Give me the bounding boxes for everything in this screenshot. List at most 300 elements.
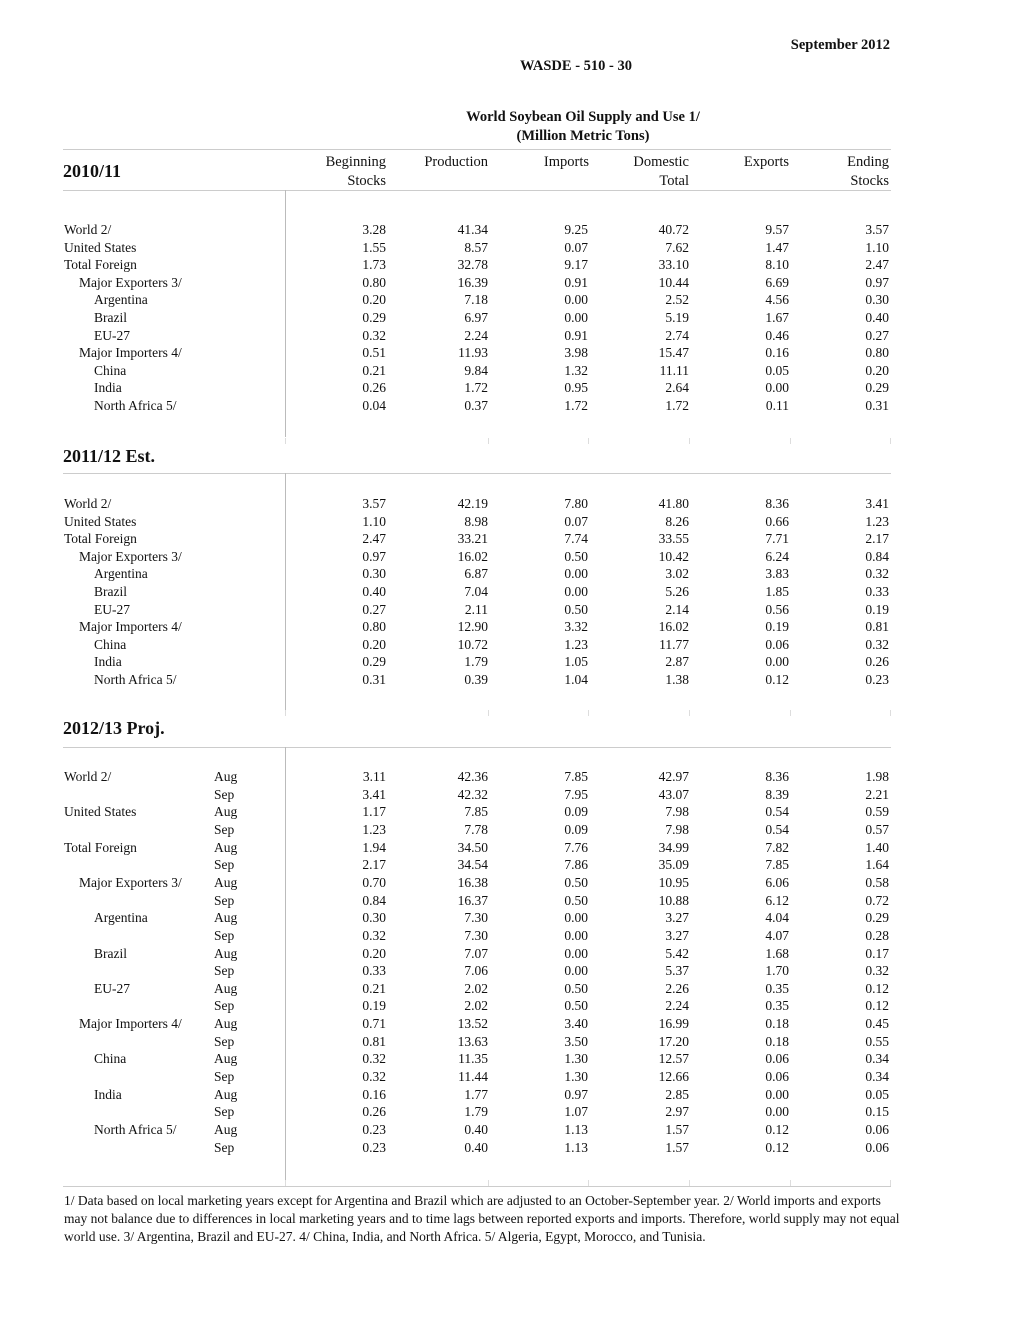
cell-value: 0.50 xyxy=(564,548,588,564)
cell-value: 1.32 xyxy=(564,362,588,378)
table-row xyxy=(0,962,1024,980)
cell-value: 0.00 xyxy=(564,566,588,582)
cell-value: 6.24 xyxy=(765,548,789,564)
cell-value: 0.80 xyxy=(362,619,386,635)
cell-value: 0.32 xyxy=(362,1051,386,1067)
cell-value: 3.40 xyxy=(564,1016,588,1032)
column-tick xyxy=(285,438,286,444)
row-label: India xyxy=(94,1086,122,1102)
column-tick xyxy=(890,710,891,716)
row-label: World 2/ xyxy=(64,769,112,784)
table-row xyxy=(0,671,1024,689)
cell-value: 1.05 xyxy=(564,654,588,670)
cell-value: 0.40 xyxy=(362,584,386,599)
cell-value: 0.06 xyxy=(765,1069,789,1085)
cell-value: 1.77 xyxy=(464,1086,488,1102)
cell-value: 0.20 xyxy=(362,636,386,652)
cell-value: 7.74 xyxy=(564,531,588,547)
cell-value: 1.17 xyxy=(362,804,386,820)
cell-value: 0.16 xyxy=(765,345,789,361)
cell-value: 0.80 xyxy=(865,345,889,361)
column-tick xyxy=(488,438,489,444)
row-label: World 2/ xyxy=(64,496,112,511)
cell-value: 7.86 xyxy=(564,857,588,873)
cell-value: 11.44 xyxy=(458,1069,488,1085)
cell-value: 0.32 xyxy=(865,566,889,582)
cell-value: 10.95 xyxy=(658,874,689,890)
cell-value: 0.20 xyxy=(362,945,386,961)
column-tick xyxy=(890,438,891,444)
column-header xyxy=(679,153,789,191)
cell-value: 0.00 xyxy=(564,584,588,599)
cell-value: 9.84 xyxy=(464,362,488,378)
cell-value: 0.00 xyxy=(765,1086,789,1102)
table-row xyxy=(0,309,1024,327)
cell-value: 0.00 xyxy=(765,654,789,670)
table-row xyxy=(0,583,1024,601)
table-row xyxy=(0,856,1024,874)
column-header-line2 xyxy=(479,172,589,191)
column-tick xyxy=(285,710,286,716)
row-month: Aug xyxy=(214,804,238,820)
cell-value: 0.12 xyxy=(865,998,889,1014)
table-row xyxy=(0,1050,1024,1068)
cell-value: 0.39 xyxy=(464,672,488,687)
row-label: India xyxy=(94,654,122,670)
cell-value: 1.55 xyxy=(362,239,386,255)
cell-value: 0.50 xyxy=(564,892,588,908)
cell-value: 7.06 xyxy=(464,963,488,979)
table-row xyxy=(0,945,1024,963)
cell-value: 0.23 xyxy=(865,672,889,687)
cell-value: 0.33 xyxy=(362,963,386,979)
cell-value: 3.28 xyxy=(362,222,386,237)
table-row xyxy=(0,803,1024,821)
cell-value: 0.66 xyxy=(765,513,789,529)
cell-value: 5.26 xyxy=(665,584,689,599)
row-month: Sep xyxy=(214,1139,235,1155)
table-row xyxy=(0,291,1024,309)
table-row xyxy=(0,636,1024,654)
column-header-line1: Production xyxy=(424,154,488,170)
row-label: Major Exporters 3/ xyxy=(79,548,182,564)
cell-value: 0.00 xyxy=(564,910,588,926)
cell-value: 1.85 xyxy=(765,584,789,599)
cell-value: 4.07 xyxy=(765,927,789,943)
row-label: EU-27 xyxy=(94,327,130,343)
cell-value: 5.19 xyxy=(665,310,689,325)
cell-value: 0.00 xyxy=(564,927,588,943)
cell-value: 41.80 xyxy=(658,496,689,511)
cell-value: 0.00 xyxy=(765,1104,789,1120)
cell-value: 12.57 xyxy=(658,1051,689,1067)
row-month: Aug xyxy=(214,980,238,996)
column-header-line1: Exports xyxy=(743,154,789,170)
cell-value: 3.11 xyxy=(362,769,386,784)
cell-value: 13.52 xyxy=(457,1016,488,1032)
cell-value: 17.20 xyxy=(658,1033,689,1049)
cell-value: 16.02 xyxy=(658,619,689,635)
column-header xyxy=(276,153,386,191)
cell-value: 0.09 xyxy=(564,804,588,820)
cell-value: 6.12 xyxy=(765,892,789,908)
cell-value: 8.36 xyxy=(765,769,789,784)
cell-value: 1.10 xyxy=(362,513,386,529)
cell-value: 1.10 xyxy=(865,239,889,255)
cell-value: 42.97 xyxy=(658,769,689,784)
row-month: Aug xyxy=(214,910,238,926)
cell-value: 7.71 xyxy=(765,531,789,547)
cell-value: 0.23 xyxy=(362,1122,386,1137)
cell-value: 8.98 xyxy=(464,513,488,529)
cell-value: 34.50 xyxy=(457,839,488,855)
table-title-line1: World Soybean Oil Supply and Use 1/ xyxy=(466,109,700,125)
row-label: EU-27 xyxy=(94,601,130,617)
cell-value: 16.37 xyxy=(457,892,488,908)
column-header-line2 xyxy=(679,172,789,191)
column-header xyxy=(779,153,889,191)
cell-value: 3.83 xyxy=(765,566,789,582)
cell-value: 12.90 xyxy=(457,619,488,635)
cell-value: 0.27 xyxy=(865,327,889,343)
cell-value: 0.40 xyxy=(865,310,889,325)
row-label: China xyxy=(94,362,127,378)
row-month: Aug xyxy=(214,769,238,784)
cell-value: 7.30 xyxy=(464,927,488,943)
row-label: Argentina xyxy=(94,910,148,926)
cell-value: 0.00 xyxy=(564,292,588,308)
column-tick xyxy=(790,710,791,716)
cell-value: 7.85 xyxy=(765,857,789,873)
cell-value: 2.85 xyxy=(665,1086,689,1102)
cell-value: 0.09 xyxy=(564,821,588,837)
table-row xyxy=(0,221,1024,239)
cell-value: 1.79 xyxy=(464,654,488,670)
cell-value: 0.21 xyxy=(362,980,386,996)
cell-value: 0.80 xyxy=(362,274,386,290)
table-row xyxy=(0,327,1024,345)
cell-value: 0.21 xyxy=(362,362,386,378)
cell-value: 0.26 xyxy=(865,654,889,670)
row-label: EU-27 xyxy=(94,980,130,996)
cell-value: 0.04 xyxy=(362,398,386,413)
cell-value: 1.23 xyxy=(865,513,889,529)
cell-value: 1.30 xyxy=(564,1069,588,1085)
table-row xyxy=(0,1068,1024,1086)
cell-value: 7.95 xyxy=(564,786,588,802)
cell-value: 0.50 xyxy=(564,874,588,890)
table-row xyxy=(0,1103,1024,1121)
cell-value: 35.09 xyxy=(658,857,689,873)
cell-value: 16.02 xyxy=(457,548,488,564)
row-month: Sep xyxy=(214,892,235,908)
cell-value: 1.40 xyxy=(865,839,889,855)
cell-value: 7.80 xyxy=(564,496,588,511)
column-header-line1: Beginning xyxy=(325,154,386,170)
cell-value: 0.31 xyxy=(362,672,386,687)
cell-value: 1.98 xyxy=(865,769,889,784)
cell-value: 0.29 xyxy=(865,910,889,926)
cell-value: 4.56 xyxy=(765,292,789,308)
cell-value: 2.97 xyxy=(665,1104,689,1120)
column-header-line1: Domestic xyxy=(633,154,689,170)
cell-value: 6.06 xyxy=(765,874,789,890)
row-label: North Africa 5/ xyxy=(94,1122,177,1137)
row-label: Argentina xyxy=(94,566,148,582)
cell-value: 8.39 xyxy=(765,786,789,802)
cell-value: 6.97 xyxy=(464,310,488,325)
cell-value: 1.79 xyxy=(464,1104,488,1120)
cell-value: 2.47 xyxy=(865,257,889,273)
cell-value: 0.28 xyxy=(865,927,889,943)
cell-value: 0.84 xyxy=(865,548,889,564)
cell-value: 0.29 xyxy=(865,380,889,396)
cell-value: 10.44 xyxy=(658,274,689,290)
table-row xyxy=(0,379,1024,397)
cell-value: 3.27 xyxy=(665,910,689,926)
row-month: Sep xyxy=(214,786,235,802)
cell-value: 0.12 xyxy=(765,1139,789,1155)
table-row xyxy=(0,601,1024,619)
cell-value: 7.30 xyxy=(464,910,488,926)
cell-value: 0.19 xyxy=(362,998,386,1014)
row-label: Brazil xyxy=(94,310,127,325)
row-month: Aug xyxy=(214,1051,238,1067)
section-title: 2010/11 xyxy=(63,161,122,181)
cell-value: 0.15 xyxy=(865,1104,889,1120)
cell-value: 1.57 xyxy=(665,1139,689,1155)
cell-value: 0.55 xyxy=(865,1033,889,1049)
cell-value: 6.69 xyxy=(765,274,789,290)
cell-value: 0.05 xyxy=(865,1086,889,1102)
cell-value: 1.07 xyxy=(564,1104,588,1120)
column-tick xyxy=(488,710,489,716)
cell-value: 11.35 xyxy=(458,1051,488,1067)
row-label: United States xyxy=(64,239,137,255)
cell-value: 8.26 xyxy=(665,513,689,529)
table-row xyxy=(0,997,1024,1015)
cell-value: 15.47 xyxy=(658,345,689,361)
column-tick xyxy=(588,438,589,444)
cell-value: 3.50 xyxy=(564,1033,588,1049)
cell-value: 0.97 xyxy=(564,1086,588,1102)
row-month: Sep xyxy=(214,1069,235,1085)
cell-value: 1.23 xyxy=(564,636,588,652)
cell-value: 0.29 xyxy=(362,654,386,670)
table-row xyxy=(0,274,1024,292)
cell-value: 0.32 xyxy=(865,963,889,979)
cell-value: 0.26 xyxy=(362,380,386,396)
cell-value: 10.72 xyxy=(457,636,488,652)
cell-value: 8.10 xyxy=(765,257,789,273)
row-month: Aug xyxy=(214,1086,238,1102)
cell-value: 7.82 xyxy=(765,839,789,855)
table-row xyxy=(0,980,1024,998)
cell-value: 0.26 xyxy=(362,1104,386,1120)
cell-value: 34.54 xyxy=(457,857,488,873)
cell-value: 0.29 xyxy=(362,310,386,325)
column-tick xyxy=(588,710,589,716)
row-month: Sep xyxy=(214,857,235,873)
section-title: 2011/12 Est. xyxy=(63,446,156,466)
cell-value: 6.87 xyxy=(464,566,488,582)
cell-value: 0.23 xyxy=(362,1139,386,1155)
cell-value: 42.36 xyxy=(457,769,488,784)
cell-value: 0.91 xyxy=(564,274,588,290)
cell-value: 16.99 xyxy=(658,1016,689,1032)
row-month: Sep xyxy=(214,821,235,837)
cell-value: 0.32 xyxy=(362,927,386,943)
cell-value: 0.81 xyxy=(865,619,889,635)
cell-value: 33.10 xyxy=(658,257,689,273)
cell-value: 2.02 xyxy=(464,998,488,1014)
cell-value: 0.32 xyxy=(362,1069,386,1085)
table-row xyxy=(0,1086,1024,1104)
cell-value: 2.14 xyxy=(665,601,689,617)
cell-value: 0.54 xyxy=(765,821,789,837)
cell-value: 10.88 xyxy=(658,892,689,908)
cell-value: 0.54 xyxy=(765,804,789,820)
cell-value: 1.13 xyxy=(564,1139,588,1155)
cell-value: 0.91 xyxy=(564,327,588,343)
cell-value: 1.64 xyxy=(865,857,889,873)
row-label: United States xyxy=(64,804,137,820)
cell-value: 0.06 xyxy=(765,636,789,652)
cell-value: 7.98 xyxy=(665,804,689,820)
cell-value: 8.36 xyxy=(765,496,789,511)
cell-value: 0.19 xyxy=(765,619,789,635)
cell-value: 7.85 xyxy=(564,769,588,784)
cell-value: 0.97 xyxy=(865,274,889,290)
row-month: Sep xyxy=(214,1104,235,1120)
column-header xyxy=(579,153,689,191)
cell-value: 0.17 xyxy=(865,945,889,961)
cell-value: 0.58 xyxy=(865,874,889,890)
cell-value: 1.23 xyxy=(362,821,386,837)
report-date: September 2012 xyxy=(790,37,890,53)
cell-value: 0.06 xyxy=(865,1122,889,1137)
cell-value: 4.04 xyxy=(765,910,789,926)
row-label: Total Foreign xyxy=(64,531,137,547)
cell-value: 12.66 xyxy=(658,1069,689,1085)
cell-value: 2.52 xyxy=(665,292,689,308)
row-label: Total Foreign xyxy=(64,257,137,273)
column-tick-row xyxy=(285,438,891,444)
row-month: Sep xyxy=(214,1033,235,1049)
cell-value: 0.50 xyxy=(564,998,588,1014)
cell-value: 0.40 xyxy=(464,1122,488,1137)
column-header-line1: Imports xyxy=(543,154,589,170)
cell-value: 0.27 xyxy=(362,601,386,617)
row-month: Aug xyxy=(214,945,238,961)
cell-value: 1.67 xyxy=(765,310,789,325)
cell-value: 11.93 xyxy=(458,345,488,361)
cell-value: 0.12 xyxy=(765,672,789,687)
cell-value: 5.37 xyxy=(665,963,689,979)
cell-value: 0.34 xyxy=(865,1051,889,1067)
cell-value: 16.39 xyxy=(457,274,488,290)
column-tick xyxy=(689,710,690,716)
row-month: Sep xyxy=(214,998,235,1014)
column-header xyxy=(479,153,589,191)
cell-value: 0.59 xyxy=(865,804,889,820)
table-row xyxy=(0,513,1024,531)
table-row xyxy=(0,565,1024,583)
row-label: North Africa 5/ xyxy=(94,398,177,413)
divider xyxy=(63,747,891,748)
cell-value: 0.30 xyxy=(362,566,386,582)
cell-value: 0.07 xyxy=(564,513,588,529)
cell-value: 2.17 xyxy=(362,857,386,873)
cell-value: 3.57 xyxy=(865,222,889,237)
cell-value: 0.06 xyxy=(765,1051,789,1067)
cell-value: 7.85 xyxy=(464,804,488,820)
cell-value: 0.46 xyxy=(765,327,789,343)
cell-value: 2.24 xyxy=(665,998,689,1014)
cell-value: 0.50 xyxy=(564,980,588,996)
cell-value: 1.38 xyxy=(665,672,689,687)
column-header-line2: Stocks xyxy=(347,173,386,189)
cell-value: 1.94 xyxy=(362,839,386,855)
cell-value: 1.72 xyxy=(564,398,588,413)
row-label: India xyxy=(94,380,122,396)
table-row xyxy=(0,618,1024,636)
cell-value: 0.30 xyxy=(362,910,386,926)
cell-value: 1.57 xyxy=(665,1122,689,1137)
cell-value: 1.70 xyxy=(765,963,789,979)
table-row xyxy=(0,548,1024,566)
column-header-line2: Stocks xyxy=(850,173,889,189)
cell-value: 42.19 xyxy=(457,496,488,511)
cell-value: 2.11 xyxy=(464,601,488,617)
cell-value: 8.57 xyxy=(464,239,488,255)
cell-value: 7.07 xyxy=(464,945,488,961)
row-label: Major Importers 4/ xyxy=(79,619,182,635)
row-label: Brazil xyxy=(94,584,127,599)
cell-value: 0.45 xyxy=(865,1016,889,1032)
cell-value: 1.72 xyxy=(665,398,689,413)
cell-value: 7.78 xyxy=(464,821,488,837)
cell-value: 13.63 xyxy=(457,1033,488,1049)
cell-value: 2.26 xyxy=(665,980,689,996)
row-label: North Africa 5/ xyxy=(94,672,177,687)
column-header-line1: Ending xyxy=(847,154,889,170)
table-row xyxy=(0,256,1024,274)
table-row xyxy=(0,909,1024,927)
cell-value: 0.51 xyxy=(362,345,386,361)
table-row xyxy=(0,362,1024,380)
row-month: Sep xyxy=(214,963,235,979)
row-label: Major Exporters 3/ xyxy=(79,874,182,890)
table-row xyxy=(0,1139,1024,1157)
cell-value: 0.20 xyxy=(362,292,386,308)
cell-value: 2.64 xyxy=(665,380,689,396)
cell-value: 2.74 xyxy=(665,327,689,343)
column-tick xyxy=(790,438,791,444)
cell-value: 10.42 xyxy=(658,548,689,564)
cell-value: 2.87 xyxy=(665,654,689,670)
cell-value: 0.31 xyxy=(865,398,889,413)
cell-value: 1.68 xyxy=(765,945,789,961)
table-row xyxy=(0,821,1024,839)
column-header-line2: Total xyxy=(659,173,689,189)
cell-value: 0.40 xyxy=(464,1139,488,1155)
table-title-units: (Million Metric Tons) xyxy=(516,128,650,144)
cell-value: 0.18 xyxy=(765,1033,789,1049)
cell-value: 0.84 xyxy=(362,892,386,908)
cell-value: 0.97 xyxy=(362,548,386,564)
cell-value: 7.04 xyxy=(464,584,488,599)
